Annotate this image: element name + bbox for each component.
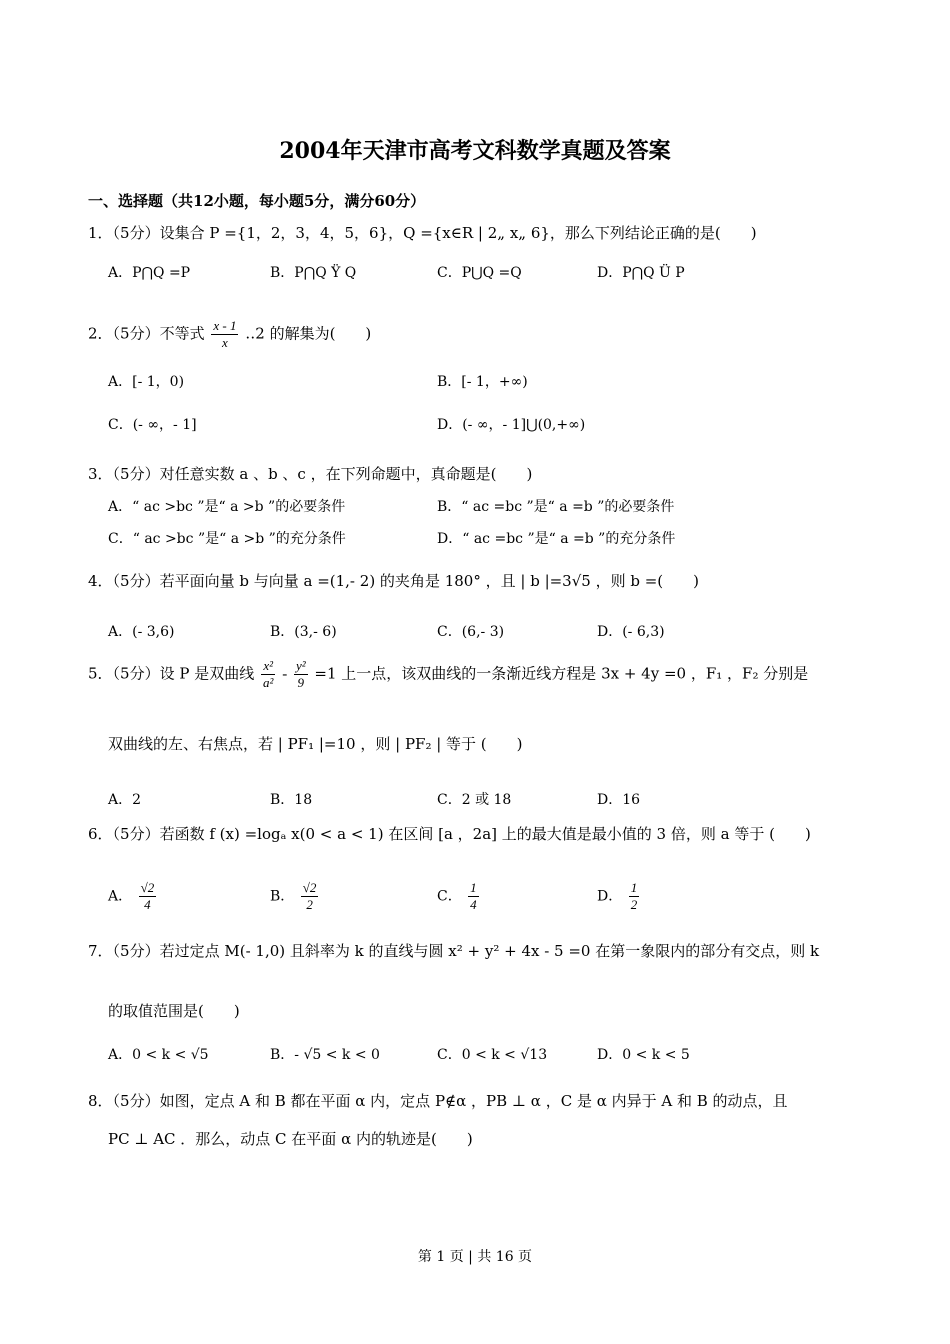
q5-stem-suffix: =1 上一点，该双曲线的一条渐近线方程是 3x + 4y =0 ，F₁ ，F₂ 分别是 xyxy=(314,664,809,683)
question-8-stem: 8．（5分）如图，定点 A 和 B 都在平面 α 内，定点 P∉α ，PB ⊥ α ，C 是 α 内异于 A 和 B 的动点，且 xyxy=(88,1092,788,1110)
q6-c-denominator: 4 xyxy=(470,897,477,912)
question-8-line2: PC ⊥ AC ．那么，动点 C 在平面 α 内的轨迹是( ) xyxy=(108,1130,473,1148)
question-7-stem: 7．（5分）若过定点 M(- 1,0) 且斜率为 k 的直线与圆 x² + y² + 4x - 5 =0 在第一象限内的部分有交点，则 k xyxy=(88,942,820,960)
page-footer: 第 1 页 | 共 16 页 xyxy=(417,1249,533,1265)
q6-a-denominator: 4 xyxy=(144,897,151,912)
q7-option-b: B．- √5 < k < 0 xyxy=(270,1047,380,1063)
q1-option-a: A．P⋂Q =P xyxy=(108,265,191,281)
q2-option-a: A．[- 1，0) xyxy=(108,374,185,390)
q7-option-d: D．0 < k < 5 xyxy=(597,1047,690,1063)
question-1-stem: 1．（5分）设集合 P ={1，2，3，4，5，6}，Q ={x∈R | 2„ x„ 6}，那么下列结论正确的是( ) xyxy=(88,224,757,242)
q1-option-b: B．P⋂Q Ÿ Q xyxy=(270,265,357,281)
q2-option-b: B．[- 1，+∞) xyxy=(437,374,528,390)
q5-fraction-y xyxy=(294,658,308,691)
q6-option-c-fraction xyxy=(468,880,479,913)
q2-stem-suffix: ‥2 的解集为( ) xyxy=(245,324,372,343)
q5-stem-prefix: 5．（5分）设 P 是双曲线 xyxy=(88,664,255,683)
q6-a-numerator: √2 xyxy=(140,880,155,895)
q4-option-d: D．(- 6,3) xyxy=(597,624,665,640)
q6-option-b xyxy=(270,880,320,913)
q3-option-b: B．“ ac =bc ”是“ a =b ”的必要条件 xyxy=(437,499,675,515)
q6-option-d-label: D． xyxy=(597,888,623,905)
q6-option-a-fraction xyxy=(139,880,157,913)
q5-frac1-numerator: x² xyxy=(261,658,275,675)
q5-option-a: A．2 xyxy=(108,792,142,808)
q4-option-c: C．(6,- 3) xyxy=(437,624,505,640)
q5-frac2-numerator: y² xyxy=(295,658,306,673)
q6-option-a xyxy=(108,880,158,913)
q6-b-numerator: √2 xyxy=(302,880,317,895)
q6-option-a-label: A． xyxy=(108,888,133,905)
question-2-stem xyxy=(88,318,371,351)
q6-d-numerator: 1 xyxy=(630,880,638,895)
question-5-stem xyxy=(88,658,808,691)
page-title: 2004年天津市高考文科数学真题及答案 xyxy=(279,138,671,164)
q6-option-d-fraction xyxy=(629,880,640,913)
q5-frac1-denominator: a² xyxy=(263,675,274,690)
question-4-stem: 4．（5分）若平面向量 b 与向量 a =(1,- 2) 的夹角是 180° ，且 | b |=3√5 ，则 b =( ) xyxy=(88,572,700,590)
q6-b-denominator: 2 xyxy=(306,897,313,912)
q2-option-c: C．(- ∞，- 1] xyxy=(108,417,197,433)
q5-option-b: B．18 xyxy=(270,792,313,808)
q4-option-a: A．(- 3,6) xyxy=(108,624,175,640)
q1-option-d: D．P⋂Q Ü P xyxy=(597,265,685,281)
q5-frac2-denominator: 9 xyxy=(297,675,305,690)
q6-option-b-fraction xyxy=(301,880,319,913)
q6-option-d xyxy=(597,880,641,913)
section-heading: 一、选择题（共12小题，每小题5分，满分60分） xyxy=(88,192,426,210)
question-6-stem: 6．（5分）若函数 f (x) =logₐ x(0 < a < 1) 在区间 [a ，2a] 上的最大值是最小值的 3 倍，则 a 等于 ( ) xyxy=(88,825,811,843)
q6-option-c xyxy=(437,880,481,913)
q7-option-c: C．0 < k < √13 xyxy=(437,1047,548,1063)
q6-option-c-label: C． xyxy=(437,888,462,905)
q3-option-a: A．“ ac >bc ”是“ a >b ”的必要条件 xyxy=(108,499,346,515)
q5-minus-sign: - xyxy=(282,666,288,683)
question-7-line2: 的取值范围是( ) xyxy=(108,1002,240,1020)
q3-option-d: D．“ ac =bc ”是“ a =b ”的充分条件 xyxy=(437,531,676,547)
q5-fraction-x xyxy=(261,658,275,691)
q6-option-b-label: B． xyxy=(270,888,295,905)
q2-frac-numerator: x - 1 xyxy=(213,318,237,333)
q1-option-c: C．P⋃Q =Q xyxy=(437,265,522,281)
q5-option-c: C．2 或 18 xyxy=(437,792,512,808)
q2-frac-denominator: x xyxy=(222,335,228,350)
q3-option-c: C．“ ac >bc ”是“ a >b ”的充分条件 xyxy=(108,531,346,547)
q2-inequality-fraction xyxy=(211,318,238,351)
q2-option-d: D．(- ∞，- 1]⋃(0,+∞) xyxy=(437,417,586,433)
q2-stem-prefix: 2．（5分）不等式 xyxy=(88,324,205,343)
question-5-line2: 双曲线的左、右焦点，若 | PF₁ |=10 ，则 | PF₂ | 等于 ( ) xyxy=(108,735,523,753)
q5-option-d: D．16 xyxy=(597,792,641,808)
q4-option-b: B．(3,- 6) xyxy=(270,624,337,640)
q6-d-denominator: 2 xyxy=(630,897,638,912)
q7-option-a: A．0 < k < √5 xyxy=(108,1047,209,1063)
q6-c-numerator: 1 xyxy=(470,880,477,895)
question-3-stem: 3．（5分）对任意实数 a 、b 、c ，在下列命题中，真命题是( ) xyxy=(88,465,533,483)
